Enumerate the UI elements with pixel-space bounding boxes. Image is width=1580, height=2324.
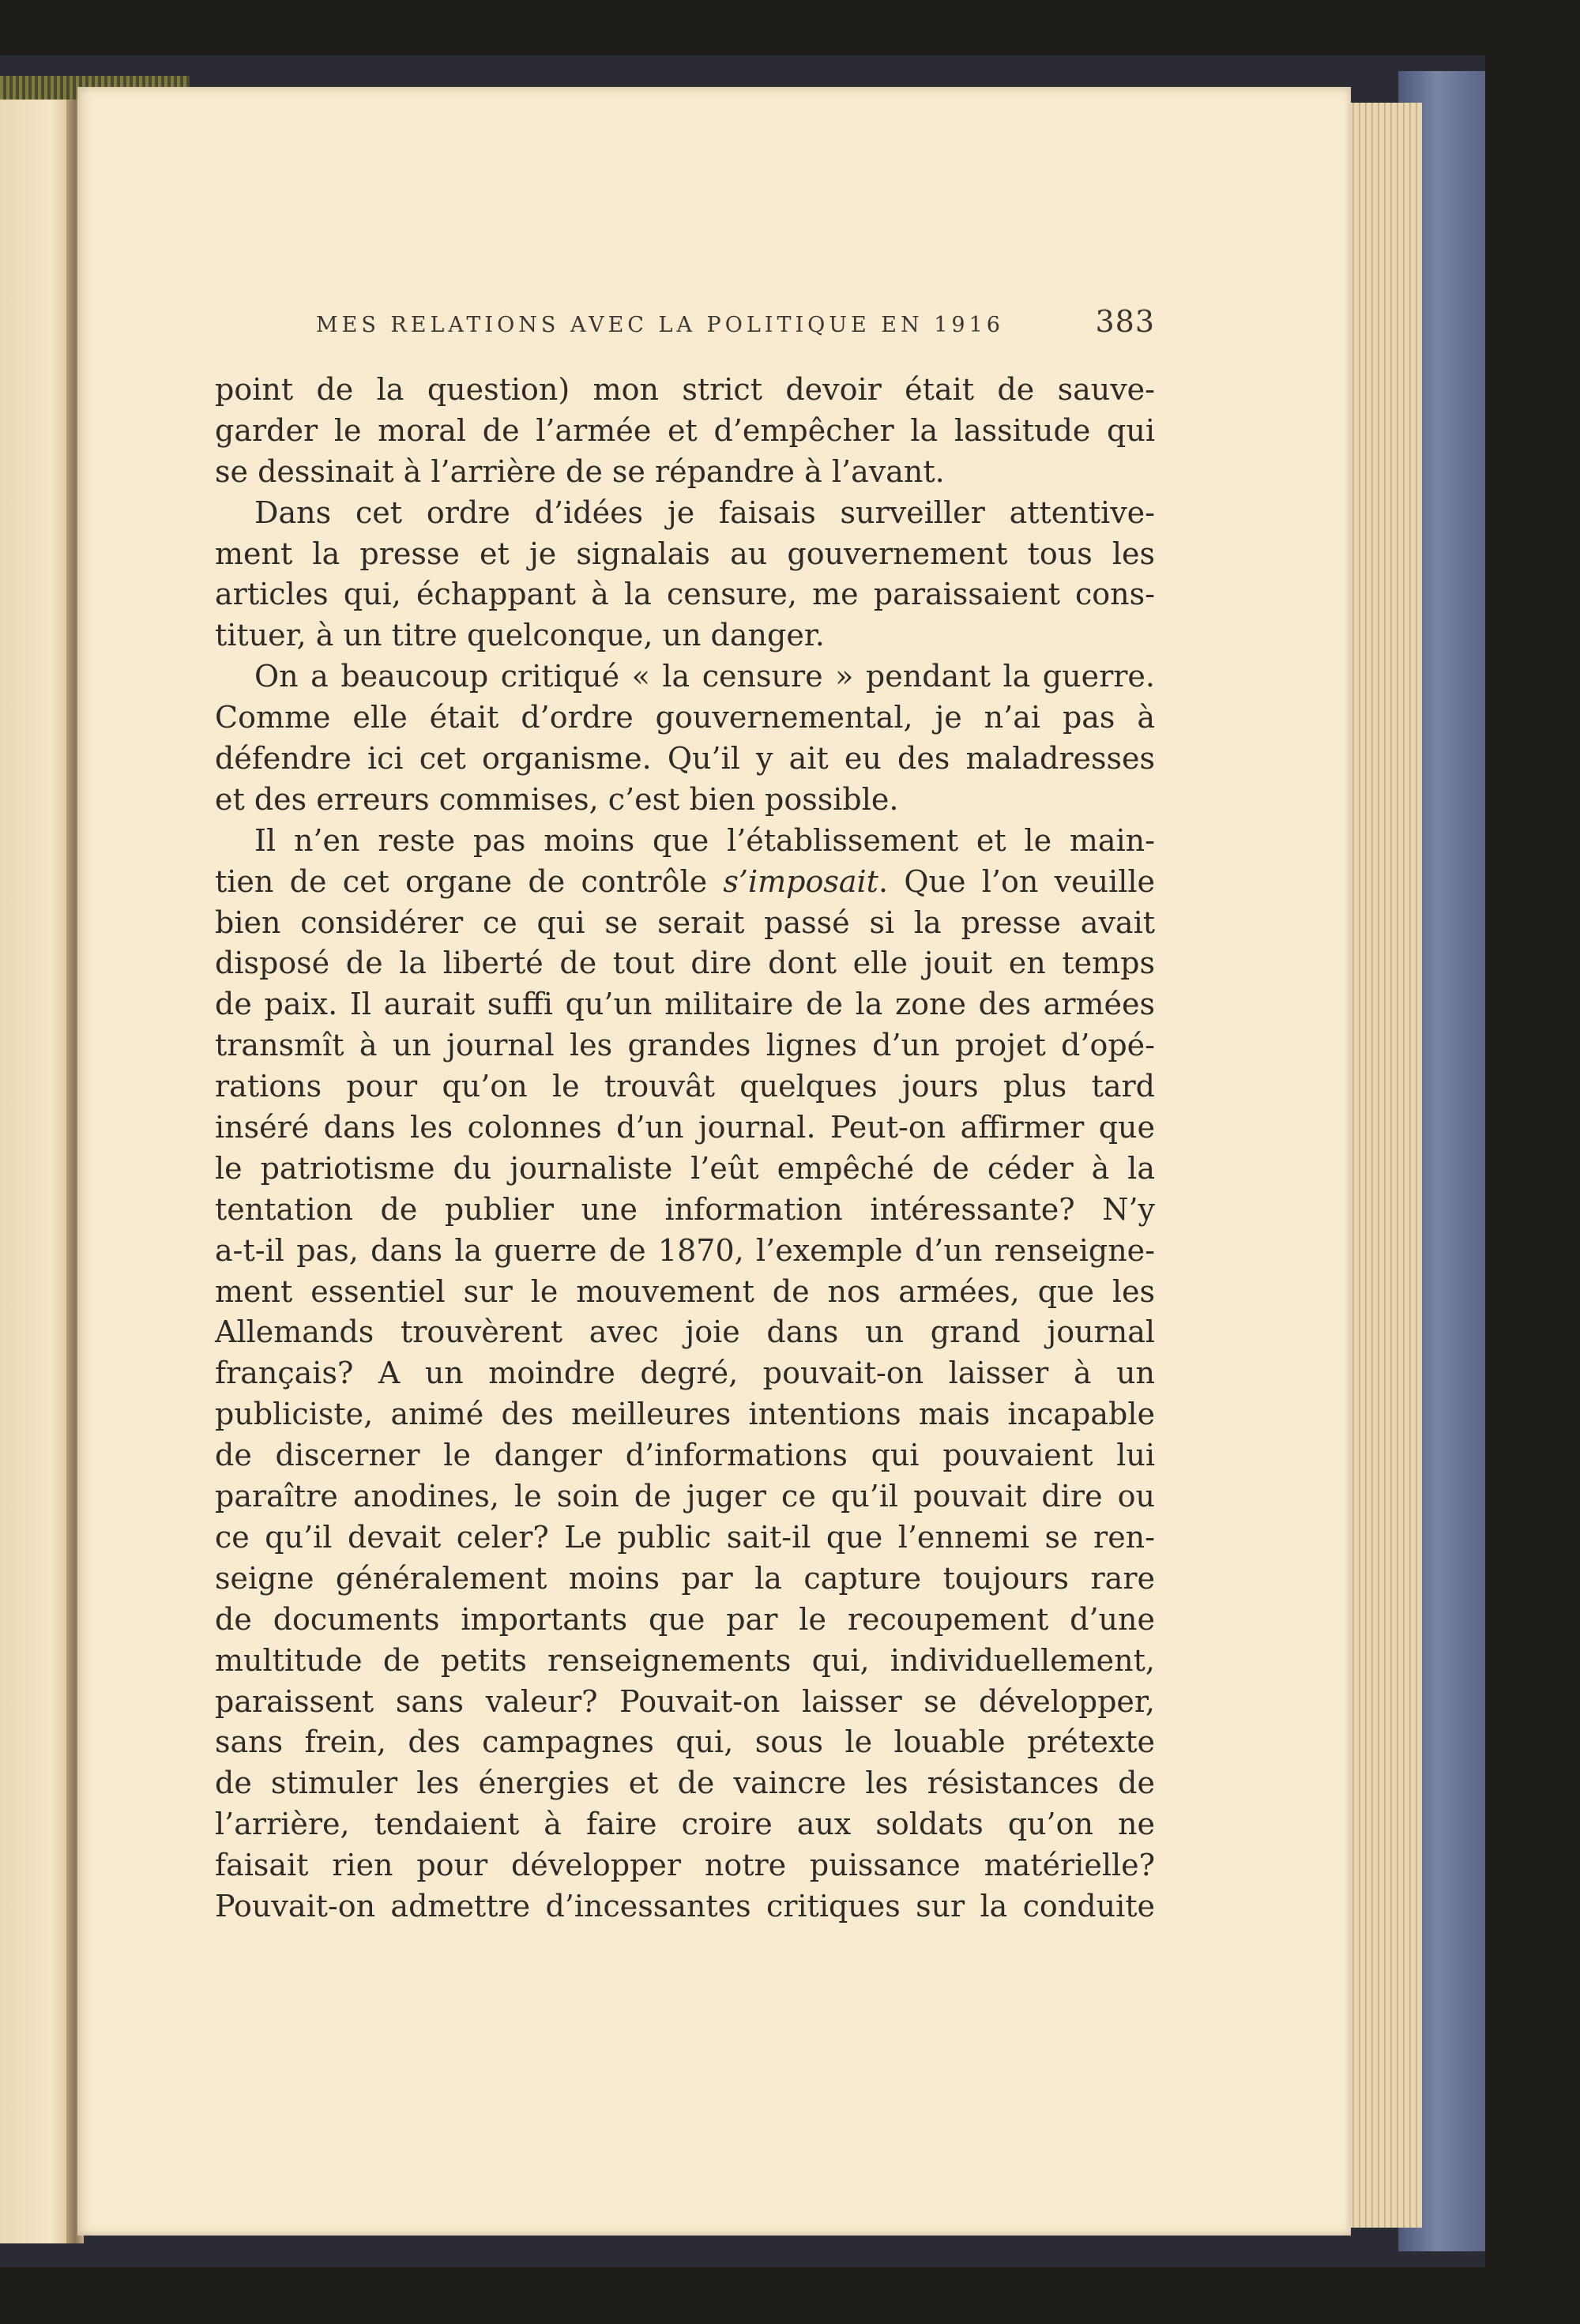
text-line: inséré dans les colonnes d’un journal. Peut-on affirmer que [215,1110,1155,1145]
text-line: Dans cet ordre d’idées je faisais surveiller attentive- [254,495,1155,530]
text-line: français? A un moindre degré, pouvait-on laisser à un [215,1356,1155,1391]
text-line: tentation de publier une information intéressante? N’y [215,1191,1155,1227]
facing-page [0,79,73,2243]
text-line: de discerner le danger d’informations qui pouvaient lui [215,1438,1155,1473]
text-line: paraître anodines, le soin de juger ce qu’il pouvait dire ou [215,1479,1155,1514]
text-line: de stimuler les énergies et de vaincre les résistances de [215,1766,1155,1801]
text-line: bien considérer ce qui se serait passé si la presse avait [215,904,1155,940]
text-line: sans frein, des campagnes qui, sous le louable prétexte [215,1724,1155,1760]
text-line: articles qui, échappant à la censure, me paraissaient cons- [215,577,1155,612]
text-line: Pouvait-on admettre d’incessantes critiques sur la conduite [215,1888,1155,1924]
text-line: a-t-il pas, dans la guerre de 1870, l’exemple d’un renseigne- [215,1232,1155,1268]
text-line: multitude de petits renseignements qui, individuellement, [215,1642,1155,1678]
text-segment: . Que l’on veuille [878,863,1155,899]
text-line: le patriotisme du journaliste l’eût empêché de céder à la [215,1150,1155,1186]
text-line: défendre ici cet organisme. Qu’il y ait eu des maladresses [215,741,1155,777]
text-segment: tien de cet organe de contrôle [215,863,724,899]
text-line: publiciste, animé des meilleures intentions mais incapable [215,1397,1155,1432]
running-title: MES RELATIONS AVEC LA POLITIQUE EN 1916 [316,313,1004,337]
body-text [215,370,1155,1927]
text-line [215,862,1155,903]
text-line: de documents importants que par le recoupement d’une [215,1601,1155,1637]
emphasized-word: s’imposait [723,863,878,899]
text-line: l’arrière, tendaient à faire croire aux soldats qu’on ne [215,1807,1155,1842]
text-line: Il n’en reste pas moins que l’établissement et le main- [254,822,1155,858]
text-line: se dessinait à l’arrière de se répandre à l’avant. [215,453,945,489]
page-number: 383 [1095,304,1155,339]
text-line: seigne généralement moins par la capture toujours rare [215,1560,1155,1596]
text-line: ment essentiel sur le mouvement de nos armées, que les [215,1273,1155,1309]
text-line: tituer, à un titre quelconque, un danger. [215,618,825,653]
text-line: On a beaucoup critiqué « la censure » pendant la guerre. [254,659,1155,694]
text-line: point de la question) mon strict devoir était de sauve- [215,372,1155,407]
text-line: ment la presse et je signalais au gouvernement tous les [215,536,1155,571]
text-line: Comme elle était d’ordre gouvernemental, je n’ai pas à [215,700,1155,735]
text-line: faisait rien pour développer notre puissance matérielle? [215,1848,1155,1883]
text-line: rations pour qu’on le trouvât quelques jours plus tard [215,1069,1155,1104]
text-line: garder le moral de l’armée et d’empêcher la lassitude qui [215,412,1155,448]
text-line: Allemands trouvèrent avec joie dans un grand journal [215,1314,1155,1350]
text-line: de paix. Il aurait suffi qu’un militaire de la zone des armées [215,987,1155,1022]
text-line: transmît à un journal les grandes lignes d’un projet d’opé- [215,1028,1155,1063]
text-line: et des erreurs commises, c’est bien possible. [215,781,899,817]
text-line: paraissent sans valeur? Pouvait-on laisser se développer, [215,1683,1155,1719]
text-line: disposé de la liberté de tout dire dont elle jouit en temps [215,946,1155,981]
text-line: ce qu’il devait celer? Le public sait-il que l’ennemi se ren- [215,1519,1155,1555]
running-head [316,304,1155,344]
